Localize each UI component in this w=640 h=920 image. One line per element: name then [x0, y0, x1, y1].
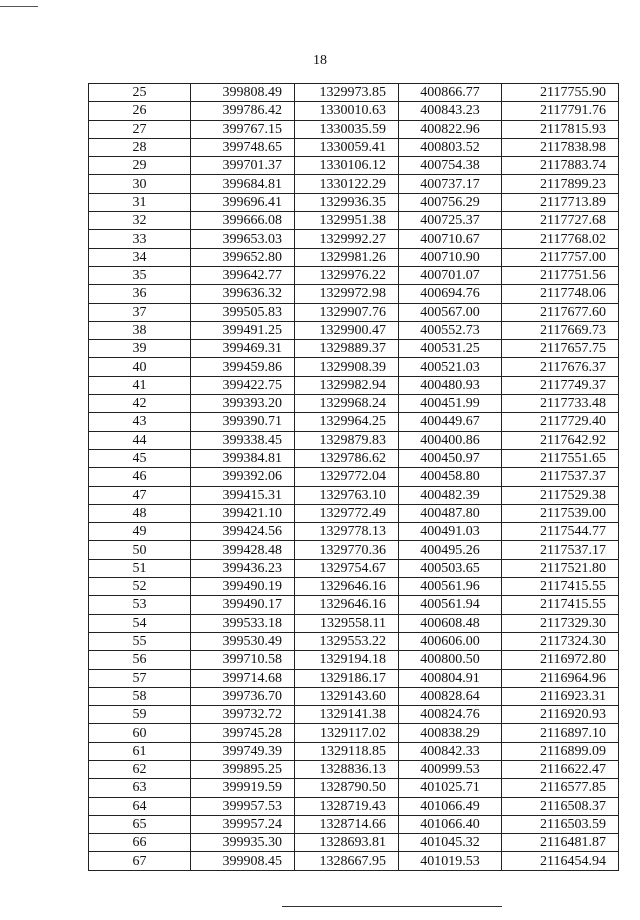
table-row: [89, 559, 619, 577]
y1-cell: 1329964.25: [295, 413, 399, 431]
point-number-cell: 52: [89, 578, 191, 596]
point-number-cell: 53: [89, 596, 191, 614]
x1-cell: 399786.42: [191, 102, 295, 120]
y2-cell: 2117883.74: [502, 157, 619, 175]
table-row: [89, 797, 619, 815]
y1-cell: 1330122.29: [295, 175, 399, 193]
table-row: [89, 468, 619, 486]
table-row: [89, 779, 619, 797]
y2-cell: 2116622.47: [502, 760, 619, 778]
table-row: [89, 102, 619, 120]
x1-cell: 399935.30: [191, 834, 295, 852]
x1-cell: 399895.25: [191, 760, 295, 778]
table-row: [89, 285, 619, 303]
x2-cell: 400552.73: [399, 321, 502, 339]
x2-cell: 400710.67: [399, 230, 502, 248]
table-row: [89, 504, 619, 522]
point-number-cell: 64: [89, 797, 191, 815]
y2-cell: 2117537.37: [502, 468, 619, 486]
table-row: [89, 84, 619, 102]
x2-cell: 400838.29: [399, 724, 502, 742]
y1-cell: 1329973.85: [295, 84, 399, 102]
x2-cell: 400756.29: [399, 193, 502, 211]
point-number-cell: 27: [89, 120, 191, 138]
x1-cell: 399533.18: [191, 614, 295, 632]
y1-cell: 1328836.13: [295, 760, 399, 778]
table-row: [89, 834, 619, 852]
point-number-cell: 33: [89, 230, 191, 248]
scan-edge-line: [0, 6, 38, 7]
table-row: [89, 687, 619, 705]
x2-cell: 400710.90: [399, 248, 502, 266]
page-number: 18: [313, 53, 327, 68]
x1-cell: 399652.80: [191, 248, 295, 266]
x1-cell: 399384.81: [191, 449, 295, 467]
y1-cell: 1329186.17: [295, 669, 399, 687]
x2-cell: 401066.49: [399, 797, 502, 815]
point-number-cell: 55: [89, 632, 191, 650]
point-number-cell: 32: [89, 212, 191, 230]
x1-cell: 399696.41: [191, 193, 295, 211]
x1-cell: 399957.24: [191, 815, 295, 833]
point-number-cell: 44: [89, 431, 191, 449]
y1-cell: 1329772.04: [295, 468, 399, 486]
table-row: [89, 724, 619, 742]
point-number-cell: 50: [89, 541, 191, 559]
point-number-cell: 61: [89, 742, 191, 760]
x2-cell: 400449.67: [399, 413, 502, 431]
table-row: [89, 669, 619, 687]
footer-rule: [282, 906, 502, 907]
x2-cell: 401045.32: [399, 834, 502, 852]
point-number-cell: 25: [89, 84, 191, 102]
y2-cell: 2117539.00: [502, 504, 619, 522]
x1-cell: 399469.31: [191, 340, 295, 358]
table-row: [89, 120, 619, 138]
y1-cell: 1329117.02: [295, 724, 399, 742]
point-number-cell: 59: [89, 706, 191, 724]
table-row: [89, 321, 619, 339]
coordinates-table: [88, 83, 619, 871]
x2-cell: 400487.80: [399, 504, 502, 522]
point-number-cell: 66: [89, 834, 191, 852]
x2-cell: 400451.99: [399, 395, 502, 413]
y2-cell: 2117727.68: [502, 212, 619, 230]
x2-cell: 400999.53: [399, 760, 502, 778]
x1-cell: 399736.70: [191, 687, 295, 705]
y2-cell: 2117415.55: [502, 596, 619, 614]
x2-cell: 400701.07: [399, 266, 502, 284]
x1-cell: 399338.45: [191, 431, 295, 449]
y1-cell: 1330035.59: [295, 120, 399, 138]
y1-cell: 1329646.16: [295, 578, 399, 596]
table-row: [89, 212, 619, 230]
x1-cell: 399428.48: [191, 541, 295, 559]
y1-cell: 1328719.43: [295, 797, 399, 815]
point-number-cell: 46: [89, 468, 191, 486]
y2-cell: 2116920.93: [502, 706, 619, 724]
y2-cell: 2117768.02: [502, 230, 619, 248]
point-number-cell: 35: [89, 266, 191, 284]
table-row: [89, 449, 619, 467]
point-number-cell: 62: [89, 760, 191, 778]
y2-cell: 2117755.90: [502, 84, 619, 102]
table-row: [89, 541, 619, 559]
x2-cell: 400737.17: [399, 175, 502, 193]
y2-cell: 2117815.93: [502, 120, 619, 138]
table-row: [89, 815, 619, 833]
point-number-cell: 56: [89, 651, 191, 669]
point-number-cell: 63: [89, 779, 191, 797]
x2-cell: 400800.50: [399, 651, 502, 669]
y1-cell: 1329141.38: [295, 706, 399, 724]
table-row: [89, 523, 619, 541]
x1-cell: 399459.86: [191, 358, 295, 376]
x1-cell: 399424.56: [191, 523, 295, 541]
y2-cell: 2117676.37: [502, 358, 619, 376]
x2-cell: 400843.23: [399, 102, 502, 120]
x1-cell: 399642.77: [191, 266, 295, 284]
x1-cell: 399490.19: [191, 578, 295, 596]
table-row: [89, 157, 619, 175]
y1-cell: 1329194.18: [295, 651, 399, 669]
x1-cell: 399749.39: [191, 742, 295, 760]
x1-cell: 399748.65: [191, 138, 295, 156]
y2-cell: 2117733.48: [502, 395, 619, 413]
table-row: [89, 138, 619, 156]
point-number-cell: 41: [89, 376, 191, 394]
y1-cell: 1328714.66: [295, 815, 399, 833]
y1-cell: 1329936.35: [295, 193, 399, 211]
x2-cell: 400400.86: [399, 431, 502, 449]
table-row: [89, 431, 619, 449]
table-row: [89, 742, 619, 760]
table-row: [89, 614, 619, 632]
point-number-cell: 67: [89, 852, 191, 870]
x1-cell: 399684.81: [191, 175, 295, 193]
y1-cell: 1329972.98: [295, 285, 399, 303]
x2-cell: 401019.53: [399, 852, 502, 870]
x1-cell: 399530.49: [191, 632, 295, 650]
x2-cell: 400754.38: [399, 157, 502, 175]
y1-cell: 1329981.26: [295, 248, 399, 266]
point-number-cell: 54: [89, 614, 191, 632]
y2-cell: 2117899.23: [502, 175, 619, 193]
y2-cell: 2117791.76: [502, 102, 619, 120]
x2-cell: 401025.71: [399, 779, 502, 797]
y2-cell: 2117537.17: [502, 541, 619, 559]
point-number-cell: 48: [89, 504, 191, 522]
x1-cell: 399422.75: [191, 376, 295, 394]
y2-cell: 2117729.40: [502, 413, 619, 431]
x2-cell: 400842.33: [399, 742, 502, 760]
y1-cell: 1329900.47: [295, 321, 399, 339]
y2-cell: 2116899.09: [502, 742, 619, 760]
y2-cell: 2117544.77: [502, 523, 619, 541]
y1-cell: 1329646.16: [295, 596, 399, 614]
table-row: [89, 193, 619, 211]
x1-cell: 399505.83: [191, 303, 295, 321]
y2-cell: 2117324.30: [502, 632, 619, 650]
point-number-cell: 51: [89, 559, 191, 577]
y2-cell: 2117749.37: [502, 376, 619, 394]
table-row: [89, 248, 619, 266]
y1-cell: 1328667.95: [295, 852, 399, 870]
x1-cell: 399421.10: [191, 504, 295, 522]
y1-cell: 1330010.63: [295, 102, 399, 120]
y1-cell: 1329992.27: [295, 230, 399, 248]
x1-cell: 399666.08: [191, 212, 295, 230]
y2-cell: 2117657.75: [502, 340, 619, 358]
point-number-cell: 38: [89, 321, 191, 339]
x1-cell: 399745.28: [191, 724, 295, 742]
point-number-cell: 42: [89, 395, 191, 413]
x2-cell: 400828.64: [399, 687, 502, 705]
table-row: [89, 340, 619, 358]
x1-cell: 399808.49: [191, 84, 295, 102]
table-row: [89, 852, 619, 870]
y1-cell: 1329118.85: [295, 742, 399, 760]
x2-cell: 400458.80: [399, 468, 502, 486]
y1-cell: 1329763.10: [295, 486, 399, 504]
point-number-cell: 57: [89, 669, 191, 687]
y2-cell: 2116923.31: [502, 687, 619, 705]
y1-cell: 1329951.38: [295, 212, 399, 230]
table-row: [89, 395, 619, 413]
x2-cell: 400567.00: [399, 303, 502, 321]
y1-cell: 1329907.76: [295, 303, 399, 321]
table-row: [89, 596, 619, 614]
y2-cell: 2117415.55: [502, 578, 619, 596]
point-number-cell: 43: [89, 413, 191, 431]
y2-cell: 2117669.73: [502, 321, 619, 339]
point-number-cell: 26: [89, 102, 191, 120]
y2-cell: 2116897.10: [502, 724, 619, 742]
x2-cell: 400561.96: [399, 578, 502, 596]
y2-cell: 2117713.89: [502, 193, 619, 211]
y1-cell: 1329143.60: [295, 687, 399, 705]
y2-cell: 2116972.80: [502, 651, 619, 669]
table-row: [89, 230, 619, 248]
point-number-cell: 30: [89, 175, 191, 193]
x2-cell: 400491.03: [399, 523, 502, 541]
x2-cell: 400495.26: [399, 541, 502, 559]
x2-cell: 400606.00: [399, 632, 502, 650]
y1-cell: 1329770.36: [295, 541, 399, 559]
x1-cell: 399490.17: [191, 596, 295, 614]
y2-cell: 2116481.87: [502, 834, 619, 852]
x2-cell: 400450.97: [399, 449, 502, 467]
y2-cell: 2116577.85: [502, 779, 619, 797]
table-row: [89, 578, 619, 596]
x1-cell: 399393.20: [191, 395, 295, 413]
y2-cell: 2117521.80: [502, 559, 619, 577]
y2-cell: 2117329.30: [502, 614, 619, 632]
y1-cell: 1329553.22: [295, 632, 399, 650]
y1-cell: 1329558.11: [295, 614, 399, 632]
y1-cell: 1329754.67: [295, 559, 399, 577]
x1-cell: 399392.06: [191, 468, 295, 486]
y1-cell: 1329786.62: [295, 449, 399, 467]
x1-cell: 399436.23: [191, 559, 295, 577]
point-number-cell: 58: [89, 687, 191, 705]
point-number-cell: 29: [89, 157, 191, 175]
table-row: [89, 303, 619, 321]
x1-cell: 399919.59: [191, 779, 295, 797]
y1-cell: 1328693.81: [295, 834, 399, 852]
point-number-cell: 39: [89, 340, 191, 358]
x1-cell: 399732.72: [191, 706, 295, 724]
point-number-cell: 49: [89, 523, 191, 541]
x2-cell: 400725.37: [399, 212, 502, 230]
x2-cell: 400804.91: [399, 669, 502, 687]
x1-cell: 399653.03: [191, 230, 295, 248]
x1-cell: 399710.58: [191, 651, 295, 669]
x1-cell: 399390.71: [191, 413, 295, 431]
y2-cell: 2117748.06: [502, 285, 619, 303]
y2-cell: 2117757.00: [502, 248, 619, 266]
x1-cell: 399957.53: [191, 797, 295, 815]
y1-cell: 1329968.24: [295, 395, 399, 413]
y2-cell: 2117529.38: [502, 486, 619, 504]
x2-cell: 400482.39: [399, 486, 502, 504]
x1-cell: 399491.25: [191, 321, 295, 339]
y1-cell: 1329778.13: [295, 523, 399, 541]
x2-cell: 400561.94: [399, 596, 502, 614]
y2-cell: 2116503.59: [502, 815, 619, 833]
table-row: [89, 486, 619, 504]
point-number-cell: 65: [89, 815, 191, 833]
x2-cell: 400694.76: [399, 285, 502, 303]
y1-cell: 1329889.37: [295, 340, 399, 358]
table-row: [89, 376, 619, 394]
point-number-cell: 40: [89, 358, 191, 376]
y1-cell: 1330059.41: [295, 138, 399, 156]
y2-cell: 2117677.60: [502, 303, 619, 321]
y1-cell: 1329976.22: [295, 266, 399, 284]
y1-cell: 1329879.83: [295, 431, 399, 449]
x2-cell: 400521.03: [399, 358, 502, 376]
y2-cell: 2117551.65: [502, 449, 619, 467]
y1-cell: 1329982.94: [295, 376, 399, 394]
y1-cell: 1328790.50: [295, 779, 399, 797]
point-number-cell: 34: [89, 248, 191, 266]
x1-cell: 399714.68: [191, 669, 295, 687]
x1-cell: 399908.45: [191, 852, 295, 870]
y1-cell: 1330106.12: [295, 157, 399, 175]
x1-cell: 399701.37: [191, 157, 295, 175]
x2-cell: 400866.77: [399, 84, 502, 102]
point-number-cell: 31: [89, 193, 191, 211]
x1-cell: 399415.31: [191, 486, 295, 504]
y2-cell: 2117838.98: [502, 138, 619, 156]
point-number-cell: 45: [89, 449, 191, 467]
y1-cell: 1329908.39: [295, 358, 399, 376]
x2-cell: 400824.76: [399, 706, 502, 724]
coordinates-table-body: [89, 84, 619, 871]
table-row: [89, 266, 619, 284]
x1-cell: 399767.15: [191, 120, 295, 138]
table-row: [89, 651, 619, 669]
point-number-cell: 47: [89, 486, 191, 504]
point-number-cell: 37: [89, 303, 191, 321]
x2-cell: 400531.25: [399, 340, 502, 358]
table-row: [89, 706, 619, 724]
x2-cell: 400803.52: [399, 138, 502, 156]
x1-cell: 399636.32: [191, 285, 295, 303]
point-number-cell: 28: [89, 138, 191, 156]
table-row: [89, 175, 619, 193]
y2-cell: 2116964.96: [502, 669, 619, 687]
x2-cell: 400503.65: [399, 559, 502, 577]
x2-cell: 401066.40: [399, 815, 502, 833]
y1-cell: 1329772.49: [295, 504, 399, 522]
point-number-cell: 36: [89, 285, 191, 303]
y2-cell: 2117642.92: [502, 431, 619, 449]
point-number-cell: 60: [89, 724, 191, 742]
table-row: [89, 760, 619, 778]
x2-cell: 400480.93: [399, 376, 502, 394]
x2-cell: 400822.96: [399, 120, 502, 138]
table-row: [89, 413, 619, 431]
table-row: [89, 632, 619, 650]
y2-cell: 2117751.56: [502, 266, 619, 284]
x2-cell: 400608.48: [399, 614, 502, 632]
table-row: [89, 358, 619, 376]
y2-cell: 2116508.37: [502, 797, 619, 815]
y2-cell: 2116454.94: [502, 852, 619, 870]
